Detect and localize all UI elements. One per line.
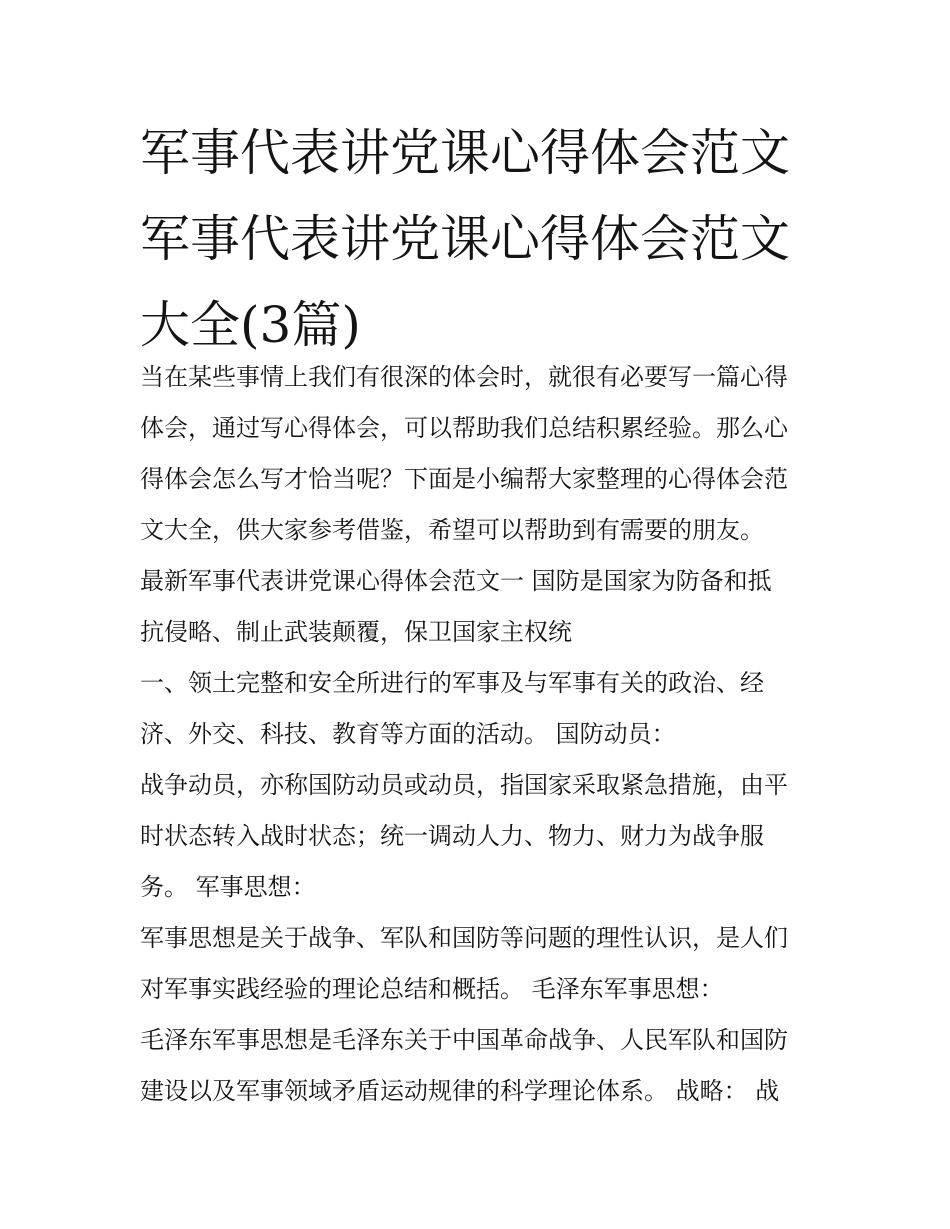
document-title (140, 110, 820, 368)
body-line: 军事思想是关于战争、军队和国防等问题的理性认识，是人们 (140, 924, 788, 952)
document-page (140, 0, 820, 1229)
body-line: 抗侵略、制止武装颠覆，保卫国家主权统 (140, 618, 572, 646)
body-line: 得体会怎么写才恰当呢？下面是小编帮大家整理的心得体会范 (140, 465, 788, 493)
body-line: 建设以及军事领域矛盾运动规律的科学理论体系。 战略： 战 (140, 1077, 780, 1105)
body-line: 当在某些事情上我们有很深的体会时，就很有必要写一篇心得 (140, 363, 788, 391)
title-line: 大全(3篇) (140, 296, 361, 354)
body-line: 最新军事代表讲党课心得体会范文一 国防是国家为防备和抵 (140, 567, 772, 595)
body-line: 济、外交、科技、教育等方面的活动。 国防动员： (140, 720, 676, 748)
title-line: 军事代表讲党课心得体会范文 (140, 210, 790, 268)
body-line: 对军事实践经验的理论总结和概括。 毛泽东军事思想： (140, 975, 724, 1003)
body-line: 毛泽东军事思想是毛泽东关于中国革命战争、人民军队和国防 (140, 1026, 788, 1054)
document-body (140, 352, 820, 1117)
body-line: 一、领土完整和安全所进行的军事及与军事有关的政治、经 (140, 669, 764, 697)
body-line: 时状态转入战时状态；统一调动人力、物力、财力为战争服 (140, 822, 764, 850)
body-line: 体会，通过写心得体会，可以帮助我们总结积累经验。那么心 (140, 414, 788, 442)
body-line: 战争动员，亦称国防动员或动员，指国家采取紧急措施，由平 (140, 771, 788, 799)
body-line: 务。 军事思想： (140, 873, 316, 901)
title-line: 军事代表讲党课心得体会范文 (140, 124, 790, 182)
body-line: 文大全，供大家参考借鉴，希望可以帮助到有需要的朋友。 (140, 516, 764, 544)
